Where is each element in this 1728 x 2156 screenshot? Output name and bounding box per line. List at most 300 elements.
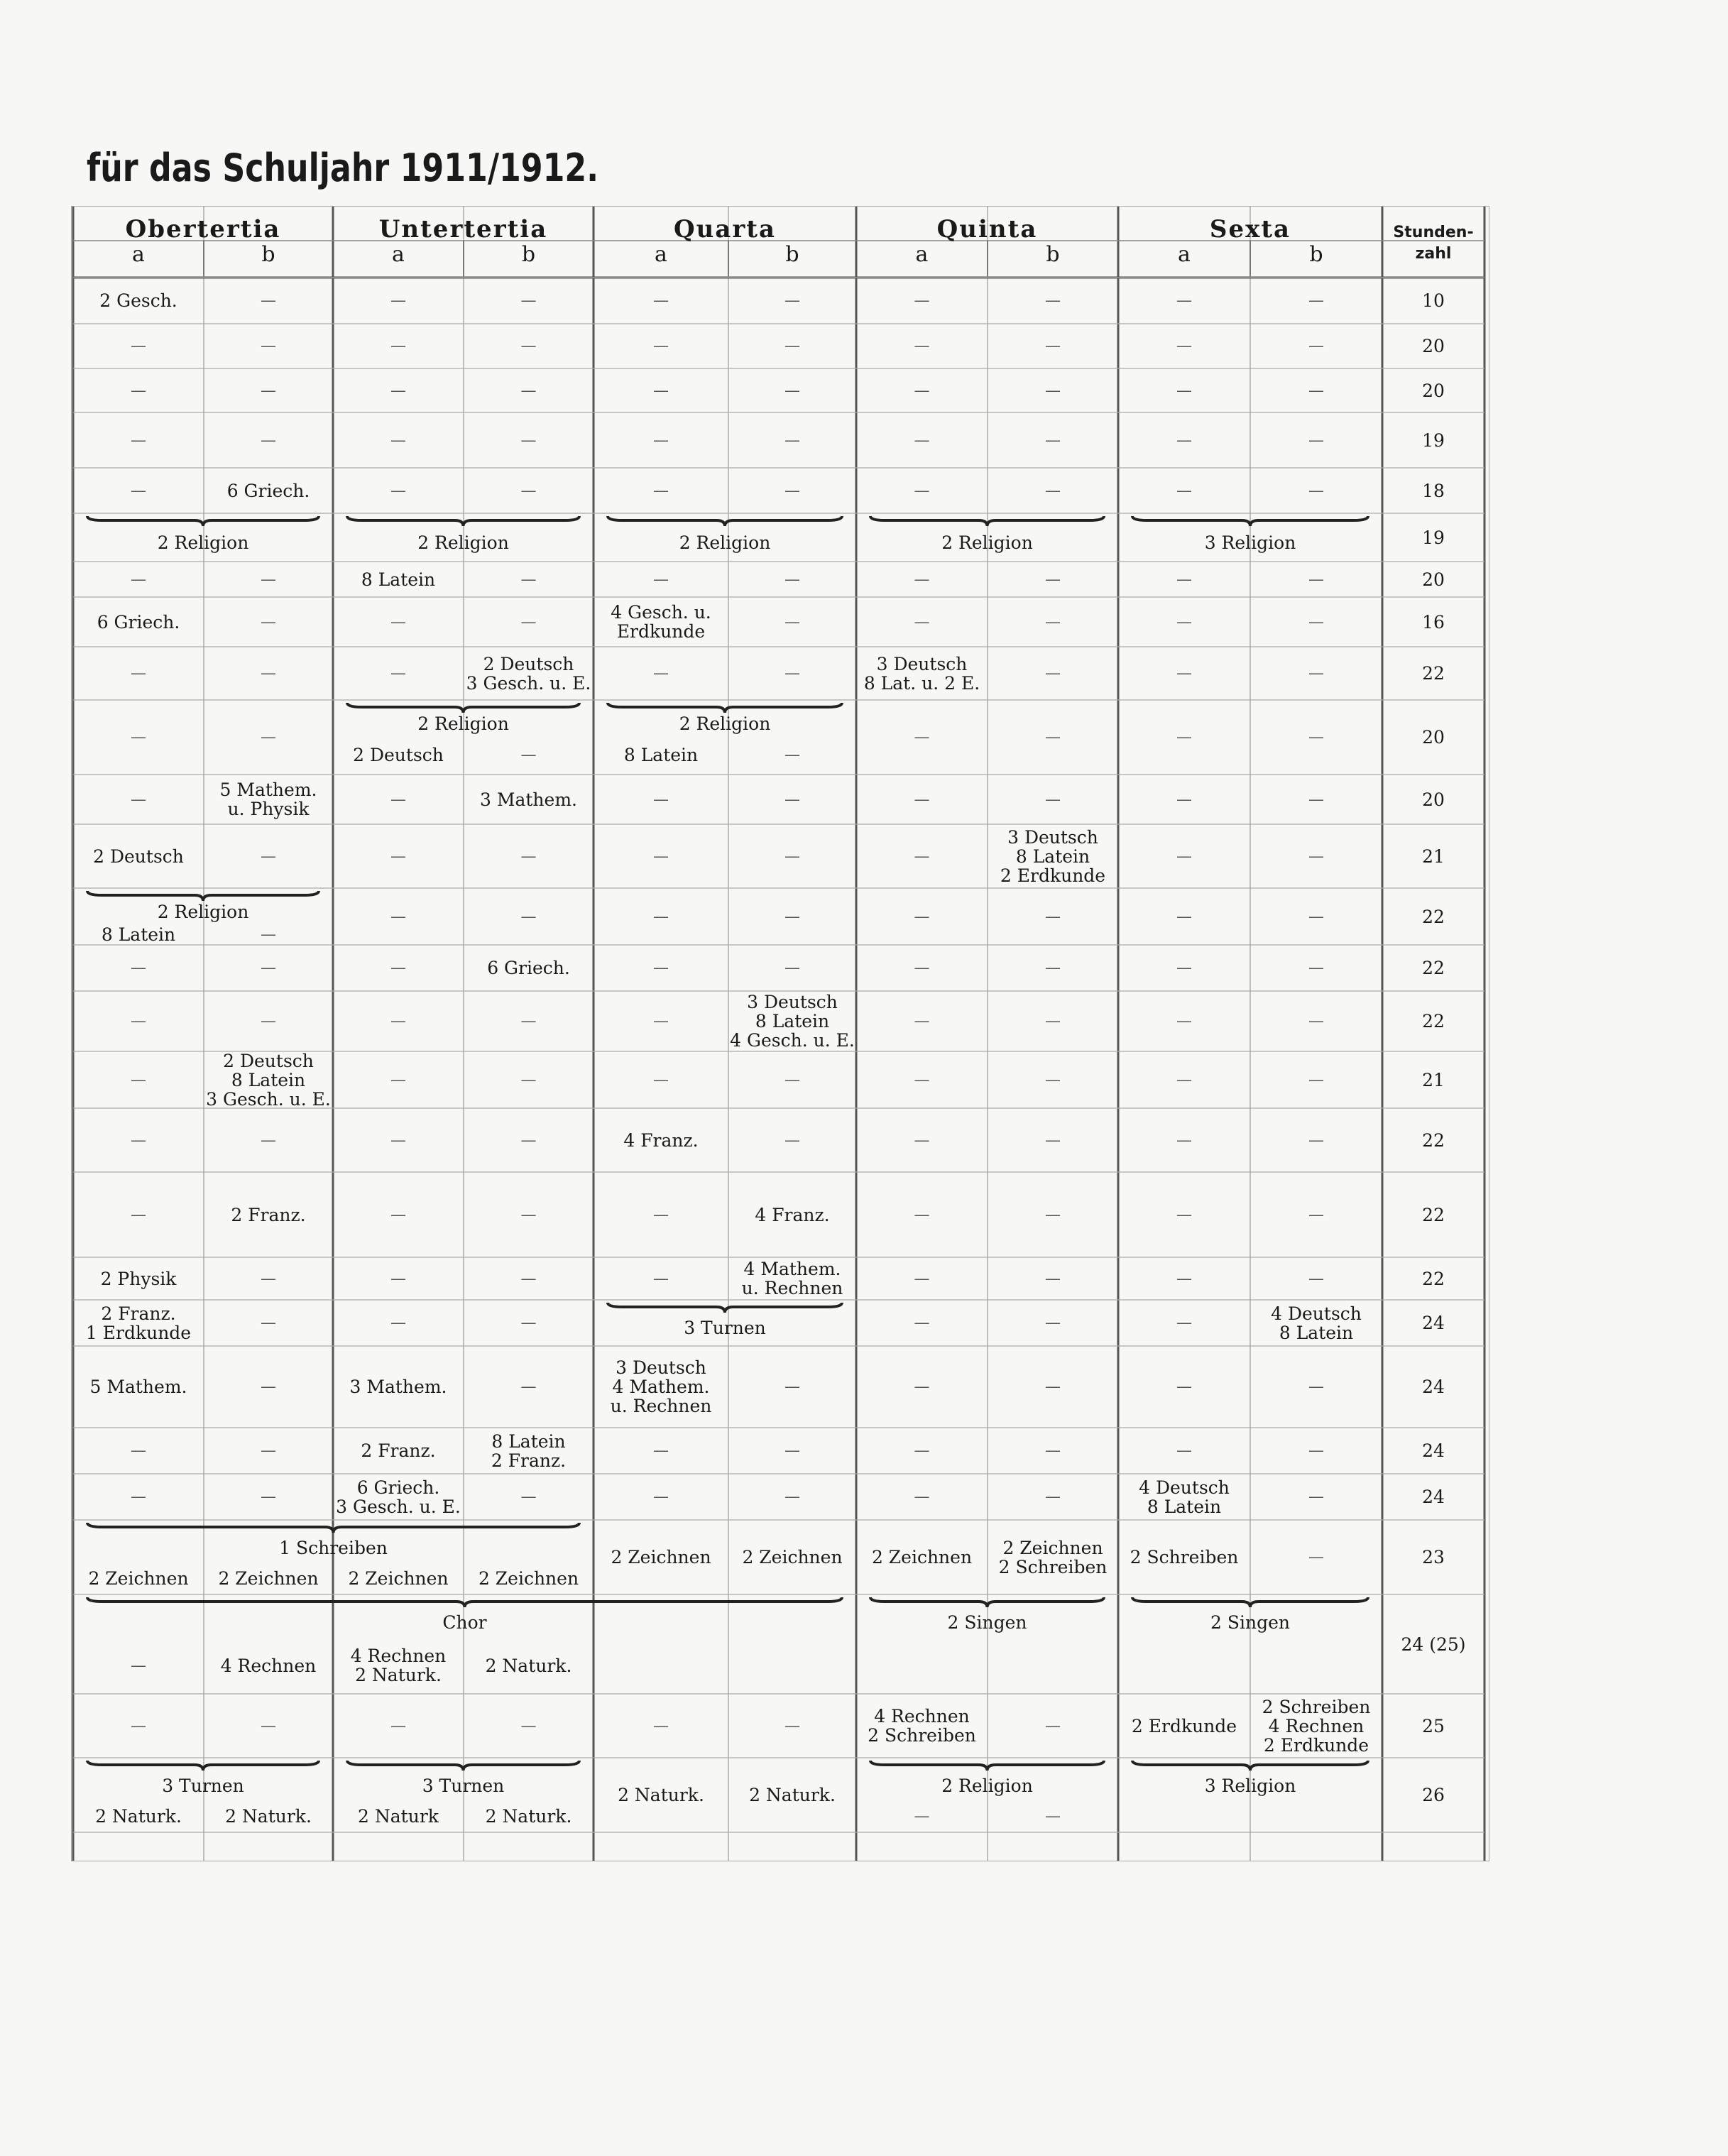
table-cell: — — [1176, 613, 1192, 631]
table-cell: 4 Rechnen 2 Schreiben — [868, 1706, 976, 1746]
table-cell: — — [1045, 337, 1061, 355]
hours-value: 24 — [1422, 1377, 1445, 1397]
table-cell: — — [131, 1012, 146, 1030]
table-cell: — — [520, 847, 537, 865]
table-cell: — — [1045, 1488, 1061, 1506]
table-cell: 6 Griech. — [97, 611, 180, 633]
table-cell: — — [390, 1071, 406, 1089]
table-cell: 2 Erdkunde — [1131, 1715, 1237, 1736]
spanning-cell: 2 Religion — [941, 532, 1033, 553]
table-cell: — — [1308, 1378, 1324, 1396]
table-cell: 3 Deutsch 8 Lat. u. 2 E. — [863, 653, 980, 694]
table-cell: — — [1045, 570, 1061, 589]
table-cell: — — [1045, 1442, 1061, 1460]
table-cell: — — [520, 337, 537, 355]
table-cell: 8 Latein — [623, 745, 699, 765]
table-cell: — — [1176, 1131, 1192, 1149]
table-cell: — — [520, 481, 537, 500]
hours-value: 19 — [1422, 429, 1445, 451]
table-cell: — — [1176, 1071, 1192, 1089]
table-cell: 4 Franz. — [623, 1129, 699, 1151]
table-cell: — — [1045, 481, 1061, 500]
table-cell: — — [131, 337, 146, 355]
table-cell: — — [653, 790, 669, 809]
group-header: Sexta — [1209, 215, 1291, 243]
table-cell: — — [390, 381, 406, 400]
table-cell: — — [131, 381, 146, 400]
table-cell: — — [390, 481, 406, 500]
table-cell: — — [390, 1269, 406, 1288]
table-cell: — — [914, 790, 930, 809]
table-cell: — — [261, 1131, 276, 1149]
table-cell: — — [653, 570, 669, 589]
table-cell: 2 Franz. — [361, 1440, 436, 1461]
table-cell: — — [390, 959, 406, 977]
table-cell: — — [261, 431, 276, 449]
table-cell: 2 Gesch. — [99, 290, 177, 311]
table-cell: 2 Zeichnen 2 Schreiben — [998, 1537, 1108, 1577]
table-cell: 8 Latein — [101, 924, 176, 945]
hours-value: 21 — [1422, 846, 1445, 867]
table-cell: — — [261, 1488, 276, 1506]
table-cell: — — [1308, 847, 1324, 865]
table-cell: — — [390, 292, 406, 310]
table-cell: — — [1045, 381, 1061, 400]
hours-value: 20 — [1422, 569, 1445, 590]
table-cell: — — [784, 570, 800, 589]
table-cell: 6 Griech. — [487, 958, 570, 978]
table-cell: — — [784, 907, 800, 926]
table-cell: — — [1176, 1012, 1192, 1030]
table-cell: — — [784, 337, 800, 355]
table-cell: — — [390, 431, 406, 449]
table-cell: — — [1308, 1548, 1324, 1566]
table-cell: — — [784, 1378, 800, 1396]
table-cell: 2 Franz. — [231, 1204, 306, 1225]
table-cell: — — [1045, 1205, 1061, 1224]
table-cell: — — [1045, 613, 1061, 631]
table-cell: — — [653, 1488, 669, 1506]
table-cell: — — [1176, 790, 1192, 809]
hours-value: 20 — [1422, 336, 1445, 356]
table-cell: — — [520, 1378, 537, 1396]
table-cell: — — [131, 1442, 146, 1460]
table-cell: — — [1308, 1205, 1324, 1224]
hours-value: 10 — [1422, 290, 1445, 311]
sub-header: b — [1046, 242, 1060, 267]
spanning-cell: 3 Turnen — [422, 1775, 505, 1796]
table-cell: 2 Zeichnen — [871, 1547, 973, 1567]
table-cell: — — [1045, 1131, 1061, 1149]
table-cell: — — [261, 613, 276, 631]
table-cell: — — [1176, 728, 1192, 746]
table-cell: 2 Physik — [100, 1268, 177, 1289]
table-cell: — — [520, 1071, 537, 1089]
table-cell: — — [1045, 1314, 1061, 1332]
group-header: Untertertia — [378, 215, 548, 243]
table-cell: — — [914, 613, 930, 631]
table-cell: 3 Deutsch 8 Latein 2 Erdkunde — [1000, 826, 1106, 886]
table-cell: 8 Latein 2 Franz. — [491, 1430, 567, 1471]
table-cell: — — [261, 664, 276, 682]
hours-value: 19 — [1422, 527, 1445, 548]
hours-value: 24 — [1422, 1487, 1445, 1507]
table-cell: — — [261, 847, 276, 865]
spanning-cell: 2 Religion — [941, 1775, 1033, 1796]
table-cell: — — [520, 1314, 537, 1332]
hours-value: 18 — [1422, 480, 1445, 501]
spanning-cell: 3 Religion — [1204, 1775, 1296, 1796]
spanning-cell: 3 Turnen — [162, 1775, 244, 1796]
table-cell: — — [390, 1717, 406, 1735]
table-cell: — — [1045, 1012, 1061, 1030]
table-cell: — — [1176, 1378, 1192, 1396]
table-cell: 4 Rechnen 2 Naturk. — [350, 1646, 447, 1685]
table-cell: — — [520, 1717, 537, 1735]
table-cell: — — [784, 481, 800, 500]
table-cell: — — [131, 728, 146, 746]
table-cell: — — [1045, 1071, 1061, 1089]
table-cell: — — [1176, 1269, 1192, 1288]
table-cell: — — [131, 481, 146, 500]
table-cell: 2 Schreiben 4 Rechnen 2 Erdkunde — [1262, 1696, 1371, 1756]
table-cell: — — [1045, 664, 1061, 682]
table-cell: — — [1176, 1442, 1192, 1460]
spanning-cell: Chor — [442, 1611, 487, 1633]
table-cell: 6 Griech. — [226, 480, 310, 501]
table-cell: 2 Deutsch — [93, 846, 184, 867]
table-cell: — — [914, 337, 930, 355]
sub-header: b — [1309, 242, 1323, 267]
table-cell: — — [784, 292, 800, 310]
schedule-table — [71, 206, 1489, 1861]
table-cell: 2 Zeichnen — [611, 1547, 711, 1567]
sub-header: a — [392, 242, 405, 267]
table-cell: — — [784, 431, 800, 449]
table-cell: — — [1176, 337, 1192, 355]
hours-value: 22 — [1422, 1011, 1445, 1032]
table-cell: 2 Deutsch — [353, 745, 444, 765]
table-cell: — — [1045, 292, 1061, 310]
table-cell: — — [1308, 292, 1324, 310]
table-cell: — — [784, 746, 800, 764]
table-cell: — — [784, 959, 800, 977]
table-cell: — — [131, 1488, 146, 1506]
table-cell: — — [653, 907, 669, 926]
table-cell: — — [261, 1012, 276, 1030]
table-cell: — — [261, 1717, 276, 1735]
table-cell: — — [390, 907, 406, 926]
table-cell: 8 Latein — [361, 569, 436, 590]
table-cell: — — [914, 1807, 930, 1825]
table-cell: — — [1308, 431, 1324, 449]
table-cell: — — [390, 1205, 406, 1224]
spanning-cell: 2 Religion — [157, 532, 249, 553]
table-cell: 2 Deutsch 3 Gesch. u. E. — [466, 653, 591, 694]
table-cell: — — [653, 1442, 669, 1460]
table-cell: — — [261, 1442, 276, 1460]
table-cell: — — [914, 1314, 930, 1332]
table-cell: 2 Naturk — [358, 1806, 439, 1827]
table-cell: 2 Naturk. — [95, 1806, 182, 1827]
table-cell: — — [1045, 431, 1061, 449]
table-cell: — — [520, 381, 537, 400]
spanning-cell: 3 Religion — [1204, 532, 1296, 553]
table-cell: — — [1176, 847, 1192, 865]
table-cell: — — [131, 1656, 146, 1675]
table-cell: — — [261, 959, 276, 977]
table-cell: 3 Deutsch 4 Mathem. u. Rechnen — [610, 1357, 712, 1416]
table-cell: — — [520, 1205, 537, 1224]
table-cell: — — [131, 1717, 146, 1735]
spanning-cell: 2 Religion — [417, 713, 509, 734]
table-cell: 2 Zeichnen — [742, 1547, 843, 1567]
table-cell: 2 Schreiben — [1130, 1547, 1239, 1567]
table-cell: — — [784, 790, 800, 809]
table-cell: — — [1176, 959, 1192, 977]
table-cell: — — [653, 1269, 669, 1288]
spanning-cell: 2 Religion — [157, 901, 249, 922]
table-cell: — — [914, 1205, 930, 1224]
table-cell: — — [1176, 570, 1192, 589]
table-cell: — — [653, 381, 669, 400]
table-cell: — — [1308, 1442, 1324, 1460]
table-cell: — — [1176, 664, 1192, 682]
table-cell: — — [390, 1131, 406, 1149]
table-cell: — — [914, 431, 930, 449]
page-title: für das Schuljahr 1911/1912. — [87, 146, 599, 190]
hours-value: 21 — [1422, 1069, 1445, 1090]
hours-value: 24 — [1422, 1440, 1445, 1461]
table-cell: — — [261, 570, 276, 589]
table-cell: 2 Franz. 1 Erdkunde — [85, 1303, 192, 1343]
hours-value: 22 — [1422, 1204, 1445, 1225]
table-cell: — — [653, 431, 669, 449]
table-cell: 6 Griech. 3 Gesch. u. E. — [336, 1477, 461, 1517]
table-cell: 2 Zeichnen — [88, 1568, 189, 1589]
table-cell: — — [653, 1012, 669, 1030]
table-cell: — — [390, 664, 406, 682]
table-cell: — — [520, 1269, 537, 1288]
table-cell: — — [784, 664, 800, 682]
table-cell: — — [914, 1269, 930, 1288]
table-cell: — — [131, 431, 146, 449]
table-cell: — — [653, 481, 669, 500]
hours-value: 16 — [1422, 611, 1445, 633]
hours-value: 22 — [1422, 1129, 1445, 1151]
table-cell: — — [131, 1071, 146, 1089]
table-cell: — — [914, 381, 930, 400]
table-cell: — — [653, 959, 669, 977]
table-cell: — — [131, 664, 146, 682]
table-cell: 4 Gesch. u. Erdkunde — [611, 602, 711, 642]
table-cell: — — [261, 1269, 276, 1288]
table-cell: — — [131, 959, 146, 977]
table-cell: 2 Naturk. — [225, 1806, 312, 1827]
spanning-cell: 2 Religion — [679, 532, 771, 553]
table-cell: 3 Mathem. — [480, 789, 577, 810]
table-cell: — — [914, 481, 930, 500]
table-cell: 5 Mathem. u. Physik — [219, 779, 317, 819]
table-cell: — — [914, 728, 930, 746]
table-cell: — — [1176, 481, 1192, 500]
hours-value: 22 — [1422, 958, 1445, 978]
table-cell: — — [1308, 1071, 1324, 1089]
table-cell: — — [1308, 481, 1324, 500]
table-cell: — — [1308, 337, 1324, 355]
table-cell: — — [1176, 1205, 1192, 1224]
spanning-cell: 2 Religion — [679, 713, 771, 734]
hours-value: 25 — [1422, 1715, 1445, 1736]
table-cell: — — [1045, 1378, 1061, 1396]
table-cell: — — [914, 959, 930, 977]
hours-value: 20 — [1422, 789, 1445, 810]
table-cell: — — [131, 570, 146, 589]
spanning-cell: 1 Schreiben — [279, 1537, 388, 1558]
table-cell: — — [914, 570, 930, 589]
table-cell: — — [1308, 664, 1324, 682]
table-cell: — — [653, 1205, 669, 1224]
table-cell: — — [653, 1071, 669, 1089]
table-cell: — — [1308, 1012, 1324, 1030]
table-cell: — — [390, 613, 406, 631]
table-cell: — — [520, 1131, 537, 1149]
hours-value: 26 — [1422, 1785, 1445, 1805]
table-cell: — — [653, 292, 669, 310]
sub-header: a — [132, 242, 145, 267]
table-cell: 4 Franz. — [755, 1204, 830, 1225]
group-header: Obertertia — [125, 215, 281, 243]
table-cell: 2 Zeichnen — [478, 1568, 579, 1589]
table-cell: — — [914, 1378, 930, 1396]
table-cell: — — [1308, 570, 1324, 589]
table-cell: 2 Naturk. — [485, 1806, 572, 1827]
sub-header: a — [655, 242, 667, 267]
table-cell: — — [1308, 790, 1324, 809]
table-cell: 2 Zeichnen — [218, 1568, 319, 1589]
table-cell: — — [390, 1314, 406, 1332]
table-cell: 5 Mathem. — [89, 1377, 187, 1397]
table-cell: — — [390, 790, 406, 809]
table-cell: — — [131, 790, 146, 809]
table-cell: 4 Deutsch 8 Latein — [1271, 1303, 1362, 1343]
table-cell: 3 Deutsch 8 Latein 4 Gesch. u. E. — [730, 992, 855, 1051]
table-cell: — — [914, 1442, 930, 1460]
sub-header: b — [785, 242, 799, 267]
table-cell: — — [1176, 381, 1192, 400]
table-cell: — — [1308, 381, 1324, 400]
grouping-brace — [87, 1761, 319, 1771]
table-cell: 2 Naturk. — [749, 1785, 836, 1805]
sub-header: b — [521, 242, 536, 267]
table-cell: — — [520, 431, 537, 449]
table-cell: — — [261, 1378, 276, 1396]
table-cell: — — [653, 664, 669, 682]
table-cell: — — [261, 925, 276, 943]
table-cell: — — [1045, 1269, 1061, 1288]
table-cell: — — [261, 1314, 276, 1332]
table-cell: — — [520, 570, 537, 589]
table-cell: — — [1176, 292, 1192, 310]
hours-value: 23 — [1422, 1547, 1445, 1567]
table-cell: — — [1176, 431, 1192, 449]
table-cell: — — [914, 1012, 930, 1030]
sub-header: a — [1178, 242, 1191, 267]
table-cell: — — [261, 292, 276, 310]
table-cell: 2 Naturk. — [485, 1655, 572, 1676]
table-cell: — — [784, 613, 800, 631]
hours-value: 20 — [1422, 727, 1445, 748]
table-cell: 4 Deutsch 8 Latein — [1139, 1477, 1230, 1517]
table-cell: — — [261, 728, 276, 746]
table-cell: — — [784, 1488, 800, 1506]
table-cell: 4 Mathem. u. Rechnen — [741, 1259, 843, 1298]
table-cell: — — [520, 746, 537, 764]
table-cell: — — [653, 847, 669, 865]
table-cell: — — [784, 1131, 800, 1149]
table-cell: — — [520, 1012, 537, 1030]
table-cell: — — [1308, 728, 1324, 746]
spanning-cell: 2 Religion — [417, 532, 509, 553]
table-cell: — — [1045, 790, 1061, 809]
table-cell: — — [1045, 1717, 1061, 1735]
table-cell: — — [914, 1488, 930, 1506]
table-cell: — — [1308, 613, 1324, 631]
table-cell: — — [1308, 1131, 1324, 1149]
group-header: Quinta — [936, 215, 1038, 243]
table-cell: 2 Deutsch 8 Latein 3 Gesch. u. E. — [206, 1050, 331, 1110]
table-cell: — — [390, 337, 406, 355]
table-cell: — — [1308, 907, 1324, 926]
table-cell: — — [653, 1717, 669, 1735]
table-cell: — — [914, 847, 930, 865]
table-cell: — — [784, 1442, 800, 1460]
table-cell: — — [390, 1012, 406, 1030]
table-cell: — — [1045, 728, 1061, 746]
spanning-cell: 2 Singen — [947, 1611, 1027, 1633]
table-cell: — — [131, 1131, 146, 1149]
table-cell: — — [1045, 1807, 1061, 1825]
table-cell: — — [914, 292, 930, 310]
table-cell: — — [520, 613, 537, 631]
table-cell: — — [1308, 1488, 1324, 1506]
table-cell: — — [914, 907, 930, 926]
table-cell: — — [653, 337, 669, 355]
table-cell: — — [520, 907, 537, 926]
table-cell: — — [784, 1717, 800, 1735]
table-cell: — — [914, 1071, 930, 1089]
table-cell: — — [261, 381, 276, 400]
hours-value: 24 (25) — [1401, 1634, 1466, 1655]
table-cell: — — [1176, 1314, 1192, 1332]
hours-value: 24 — [1422, 1313, 1445, 1333]
group-header: Quarta — [673, 215, 776, 243]
table-cell: — — [784, 847, 800, 865]
table-cell: — — [914, 1131, 930, 1149]
spanning-cell: 3 Turnen — [684, 1318, 766, 1338]
table-cell: — — [1045, 959, 1061, 977]
hours-value: 20 — [1422, 380, 1445, 401]
table-cell: — — [131, 1205, 146, 1224]
table-cell: — — [390, 847, 406, 865]
hours-value: 22 — [1422, 906, 1445, 927]
sub-header: a — [915, 242, 929, 267]
table-cell: — — [1308, 1269, 1324, 1288]
spanning-cell: 2 Singen — [1210, 1611, 1290, 1633]
table-cell: — — [1045, 907, 1061, 926]
table-cell: — — [520, 292, 537, 310]
table-cell: — — [520, 1488, 537, 1506]
